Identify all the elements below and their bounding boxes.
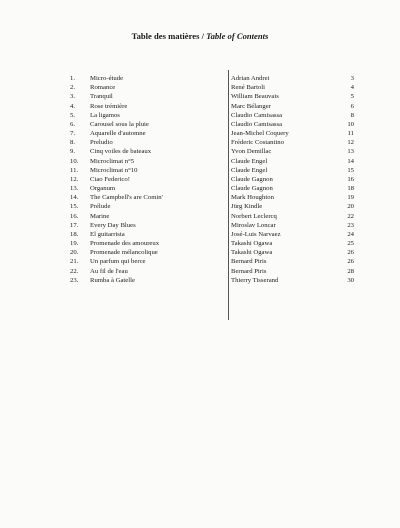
entry-number: 20. [70, 249, 79, 257]
entry-composer: Thierry Tisserand [231, 276, 279, 284]
entry-title: Cinq voiles de bateaux [90, 148, 152, 156]
entry-composer: Jürg Kindle [231, 203, 263, 211]
entry-composer: Takashi Ogawa [231, 249, 273, 257]
entry-title: Microclimat n°10 [90, 166, 138, 174]
entry-composer: Claude Gagnon [231, 185, 273, 193]
toc-row [0, 267, 400, 276]
entry-title: Marine [90, 212, 110, 220]
entry-composer: Norbert Leclercq [231, 212, 277, 220]
entry-page: 26 [347, 249, 354, 257]
toc-row [0, 147, 400, 156]
entry-title: El guitarrista [90, 230, 125, 238]
toc-row [0, 111, 400, 120]
entry-number: 12. [70, 175, 79, 183]
toc-row [0, 212, 400, 221]
entry-composer: Bernard Piris [231, 258, 267, 266]
entry-page: 24 [347, 230, 354, 238]
entry-number: 16. [70, 212, 79, 220]
entry-title: Prélude [90, 203, 111, 211]
title-french: Table des matières / [131, 31, 204, 41]
toc-row [0, 239, 400, 248]
entry-title: Rose trémière [90, 102, 128, 110]
entry-page: 26 [347, 258, 354, 266]
entry-number: 9. [70, 148, 76, 156]
toc-row [0, 175, 400, 184]
toc-row [0, 230, 400, 239]
entry-composer: Mark Houghton [231, 194, 274, 202]
entry-title: Rumba à Gatelle [90, 276, 135, 284]
entry-page: 22 [347, 212, 354, 220]
toc-row [0, 276, 400, 285]
entry-number: 17. [70, 221, 79, 229]
entry-number: 4. [70, 102, 76, 110]
entry-page: 25 [347, 240, 354, 248]
entry-number: 6. [70, 120, 76, 128]
entry-number: 21. [70, 258, 79, 266]
toc-row [0, 248, 400, 257]
entry-title: Un parfum qui berce [90, 258, 146, 266]
toc-row [0, 129, 400, 138]
entry-title: Micro-étude [90, 75, 124, 82]
entry-composer: Marc Bélanger [231, 102, 271, 110]
entry-number: 19. [70, 240, 79, 248]
entry-page: 14 [347, 157, 354, 165]
title-english: Table of Contents [206, 31, 269, 41]
entry-number: 7. [70, 130, 76, 138]
entry-title: Promenade des amoureux [90, 240, 160, 248]
entry-title: Aquarelle d'automne [90, 130, 146, 138]
toc-row [0, 257, 400, 266]
entry-number: 2. [70, 84, 76, 92]
entry-title: Preludio [90, 139, 113, 147]
page-title [0, 31, 400, 41]
toc-row [0, 74, 400, 83]
entry-number: 5. [70, 111, 76, 119]
toc-row [0, 83, 400, 92]
entry-page: 13 [347, 148, 354, 156]
entry-composer: Jean-Michel Coquery [231, 130, 289, 138]
entry-composer: Fréderic Costantino [231, 139, 284, 147]
toc-row [0, 138, 400, 147]
entry-number: 8. [70, 139, 76, 147]
entry-page: 4 [350, 84, 354, 92]
entry-number: 15. [70, 203, 79, 211]
entry-page: 30 [347, 276, 354, 284]
entry-title: Au fil de l'eau [90, 267, 128, 275]
entry-composer: William Beauvais [231, 93, 279, 101]
entry-page: 28 [347, 267, 354, 275]
toc-row [0, 221, 400, 230]
entry-page: 23 [347, 221, 354, 229]
entry-composer: Claudio Camisassa [231, 120, 283, 128]
toc-row [0, 120, 400, 129]
entry-page: 18 [347, 185, 354, 193]
toc-row [0, 166, 400, 175]
entry-composer: Claudio Camisassa [231, 111, 283, 119]
toc-row [0, 102, 400, 111]
entry-title: Microclimat n°5 [90, 157, 135, 165]
entry-number: 18. [70, 230, 79, 238]
entry-title: Every Day Blues [90, 221, 136, 229]
entry-composer: Claude Gagnon [231, 175, 273, 183]
entry-page: 8 [350, 111, 354, 119]
entry-title: Organum [90, 185, 116, 193]
entry-page: 6 [350, 102, 354, 110]
entry-number: 13. [70, 185, 79, 193]
entry-number: 1. [70, 75, 76, 82]
entry-composer: Miroslav Loncar [231, 221, 276, 229]
toc-row [0, 193, 400, 202]
toc-row [0, 157, 400, 166]
entry-number: 23. [70, 276, 79, 284]
entry-composer: Claude Engel [231, 157, 268, 165]
entry-composer: Takashi Ogawa [231, 240, 273, 248]
toc-row [0, 202, 400, 211]
table-of-contents [0, 74, 400, 285]
entry-page: 5 [350, 93, 354, 101]
entry-page: 3 [350, 75, 354, 82]
entry-number: 11. [70, 166, 79, 174]
entry-title: Ciao Federico! [90, 175, 130, 183]
entry-page: 11 [347, 130, 354, 138]
entry-number: 14. [70, 194, 79, 202]
entry-page: 16 [347, 175, 354, 183]
entry-composer: Yvon Demillac [231, 148, 272, 156]
entry-number: 22. [70, 267, 79, 275]
entry-title: Tranquil [90, 93, 113, 101]
entry-page: 10 [347, 120, 354, 128]
entry-composer: René Bartoli [231, 84, 265, 92]
toc-row [0, 184, 400, 193]
entry-composer: Bernard Piris [231, 267, 267, 275]
entry-composer: Adrian Andrei [231, 75, 270, 82]
entry-composer: Claude Engel [231, 166, 268, 174]
entry-title: La ligamos [90, 111, 120, 119]
toc-row [0, 92, 400, 101]
entry-title: The Campbell's are Comin' [90, 194, 163, 202]
entry-number: 3. [70, 93, 76, 101]
entry-page: 15 [347, 166, 354, 174]
entry-page: 12 [347, 139, 354, 147]
entry-title: Promenade mélancolique [90, 249, 158, 257]
entry-page: 19 [347, 194, 354, 202]
entry-page: 20 [347, 203, 354, 211]
entry-title: Carousel sous la pluie [90, 120, 149, 128]
entry-number: 10. [70, 157, 79, 165]
entry-title: Romance [90, 84, 116, 92]
entry-composer: José-Luis Narvaez [231, 230, 281, 238]
